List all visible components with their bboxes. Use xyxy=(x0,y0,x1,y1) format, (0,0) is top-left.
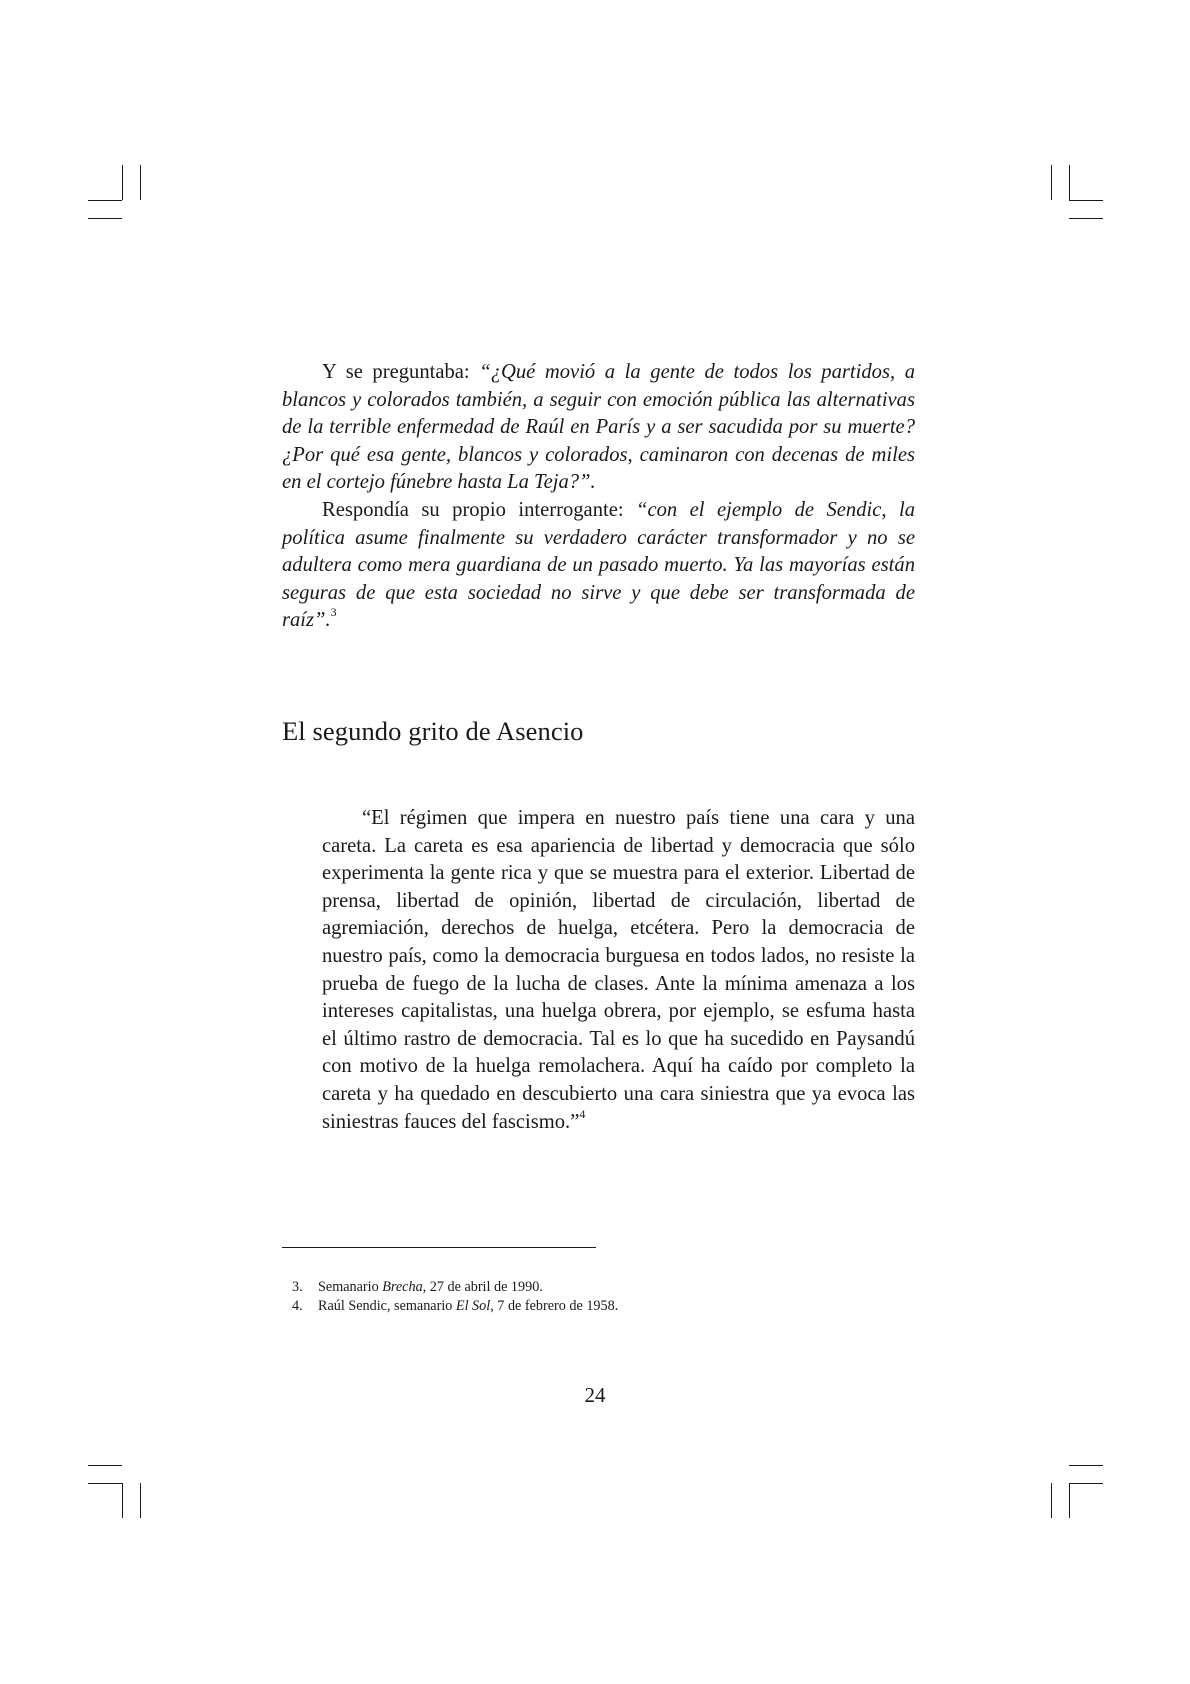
footnote-3 xyxy=(292,1278,618,1297)
crop-mark-top-left-h2 xyxy=(88,218,122,219)
crop-mark-top-right-v2 xyxy=(1069,165,1070,200)
crop-mark-bottom-left-h1 xyxy=(88,1465,122,1466)
crop-mark-bottom-right-h1 xyxy=(1069,1465,1103,1466)
block-quote-paragraph xyxy=(322,805,915,1136)
footnote-publication: Brecha xyxy=(382,1279,423,1295)
crop-mark-bottom-right-h2 xyxy=(1069,1483,1103,1484)
footnote-divider xyxy=(282,1247,596,1248)
crop-mark-top-right-v1 xyxy=(1051,165,1052,200)
paragraph-answer-quote: “con el ejemplo de Sendic, la política asume finalmente su verdadero carácter transformador y no se adultera como mera guardiana de un pasado muerto. Ya las mayorías están seguras de que esta sociedad no sirve y que debe ser transformada de raíz”. xyxy=(282,498,916,632)
footnote-date: , 27 de abril de 1990. xyxy=(422,1279,543,1295)
body-text xyxy=(282,359,915,635)
paragraph-answer-lead: Respondía su propio interrogante: xyxy=(322,498,637,521)
footnotes xyxy=(292,1278,618,1315)
crop-mark-top-right-h2 xyxy=(1069,218,1103,219)
footnote-ref-4: 4 xyxy=(579,1106,586,1121)
crop-mark-top-left-h1 xyxy=(88,200,122,201)
paragraph-question-quote: “¿Qué movió a la gente de todos los partidos, a blancos y colorados también, a seguir con emoción pública las alternativas de la terrible enfermedad de Raúl en París y a ser sacudida por su muerte? ¿Por qué esa gente, blancos y colorados, caminaron con decenas de miles en el cortejo fúnebre hasta La Teja?”. xyxy=(282,361,915,494)
crop-mark-top-right-h1 xyxy=(1069,200,1103,201)
footnote-text: Raúl Sendic, semanario xyxy=(318,1297,456,1314)
crop-mark-top-left-v1 xyxy=(122,165,123,200)
crop-mark-top-left-v2 xyxy=(140,165,141,200)
crop-mark-bottom-left-v1 xyxy=(122,1483,123,1518)
section-heading: El segundo grito de Asencio xyxy=(282,716,584,746)
paragraph-question xyxy=(282,359,915,497)
paragraph-question-lead: Y se preguntaba: xyxy=(322,361,480,383)
crop-mark-bottom-right-v2 xyxy=(1069,1483,1070,1518)
footnote-ref-3: 3 xyxy=(330,605,337,620)
footnote-number: 4. xyxy=(292,1297,303,1314)
footnote-publication: El Sol xyxy=(455,1297,491,1314)
block-quote-text: “El régimen que impera en nuestro país tiene una cara y una careta. La careta es esa apariencia de libertad y democracia que sólo experimenta la gente rica y que se muestra para el exterior. Libertad de prensa, libertad de opinión, libertad de circulación, libertad de agremiación, derechos de huelga, etcétera. Pero la democracia de nuestro país, como la democracia burguesa en todos lados, no resiste la prueba de fuego de la lucha de clases. Ante la mínima amenaza a los intereses capitalistas, una huelga obrera, por ejemplo, se esfuma hasta el último rastro de democracia. Tal es lo que ha sucedido en Paysandú con motivo de la huelga remolachera. Aquí ha caído por completo la careta y ha quedado en descubierto una cara siniestra que ya evoca las siniestras fauces del fascismo.” xyxy=(322,807,915,1133)
footnote-text: Semanario xyxy=(318,1279,383,1295)
paragraph-answer xyxy=(282,497,915,635)
crop-mark-bottom-left-v2 xyxy=(140,1483,141,1518)
crop-mark-bottom-right-v1 xyxy=(1051,1483,1052,1518)
footnote-date: , 7 de febrero de 1958. xyxy=(490,1297,619,1314)
crop-mark-bottom-left-h2 xyxy=(88,1483,122,1484)
footnote-4 xyxy=(292,1297,618,1316)
page-number: 24 xyxy=(584,1383,606,1407)
block-quote xyxy=(322,805,915,1136)
footnote-number: 3. xyxy=(292,1279,303,1295)
